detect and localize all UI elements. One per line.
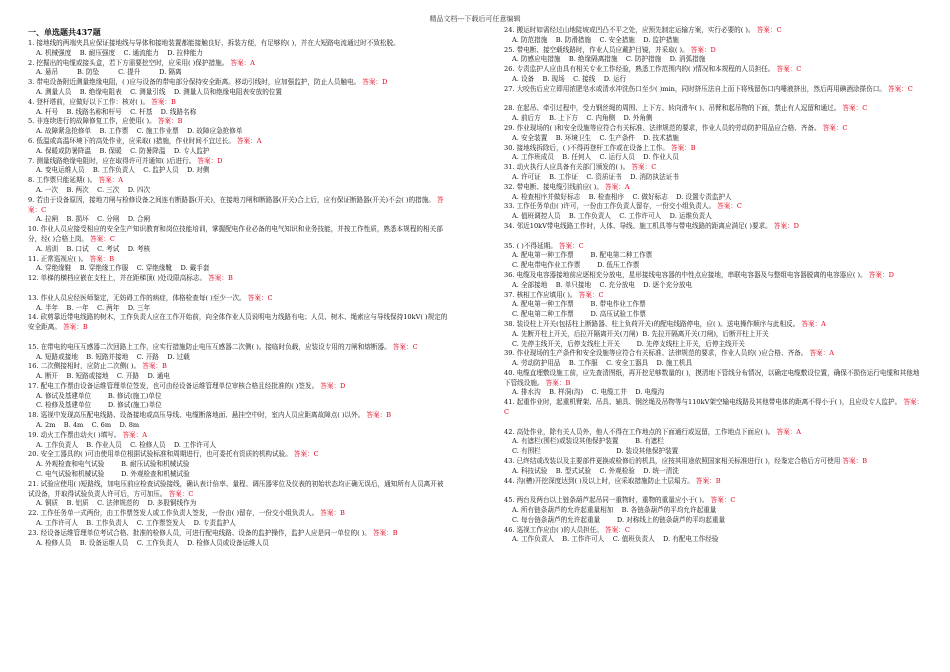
question-stem: 19. 动火工作票由动火( )填写。: [28, 430, 123, 439]
question-stem: 11. 正常巡视应( )。: [28, 254, 90, 263]
answer-options: A. 一次 B. 两次 C. 三次 D. 四次: [36, 185, 151, 194]
answer-label: 答案：A: [98, 176, 124, 185]
answer-options: A. 安全装置 B. 环境卫生 C. 生产条件 D. 技术措施: [512, 133, 679, 142]
answer-options: [512, 232, 924, 242]
question-stem: 37. 核相工作应填用( )。: [504, 290, 579, 299]
answer-options: A. 配电第一种工作票 B. 配电第二种工作票: [512, 251, 653, 260]
left-column: [28, 26, 448, 666]
answer-options: A. 断开 B. 短路或接地 C. 开路 D. 通电: [36, 372, 170, 381]
question-stem: 20. 安全工器具的( )可由使用单位根据试验标准和周期进行，也可委托有资质的机构试验。: [28, 450, 294, 459]
answer-label: 答案：B: [366, 411, 392, 420]
answer-options: A. 防范措施 B. 防滑措施 C. 安全措施 D. 监护措施: [512, 35, 679, 44]
answer-options: A. 前后方 B. 上下方 C. 内角侧 D. 外角侧: [512, 114, 653, 123]
answer-options: A. 拉闸 B. 损坏 C. 分闸 D. 合闸: [36, 215, 151, 224]
question-text: [504, 85, 924, 95]
question-stem: 18. 巡视中发现高压配电线路、设备接地或高压导线、电缆断落地面、悬挂空中时，室内人员应距离故障点( )以外。: [28, 411, 367, 420]
question-text: [504, 398, 924, 418]
question-stem: 44. 沟(槽)开挖深度达到( )及以上时，应采取措施防止土层塌方。: [504, 476, 696, 485]
answer-label: 答案：C: [168, 489, 194, 498]
question-text: [504, 65, 924, 75]
answer-label: 答案：C: [776, 65, 802, 74]
question-stem: 25. 带电断、接空载线路时，作业人员应戴护目镜，并采取( )。: [504, 45, 691, 54]
question-stem: 4. 登杆塔前，应做好以下工作：核对( )。: [28, 97, 152, 106]
question-text: [28, 382, 448, 392]
question-text: [28, 176, 448, 186]
question-stem: 10. 作业人员应接受相应的安全生产知识教育和岗位技能培训，掌握配电作业必备的电气知识和业务技能，并按工作性质，熟悉本规程的相关部分，经( )合格上岗。: [28, 225, 443, 243]
question-stem: 46. 巡视工作应由( )的人员担任。: [504, 525, 606, 534]
answer-label: 答案：D: [320, 381, 346, 390]
question-stem: 2. 挖掘出的电缆或接头盒，若下方需要挖空时，应采用( )保护措施。: [28, 58, 231, 67]
answer-label: 答案：C: [888, 84, 913, 93]
question-text: [504, 202, 924, 212]
answer-label: 答案：C: [578, 290, 604, 299]
answer-options: A. 测量人员 B. 绝缘电阻表 C. 测量引线 D. 测量人员和绝缘电阻表安放的位置: [36, 87, 283, 96]
question-stem: 33. 工作任务单由( )许可，一份由工作负责人留存，一份交小组负责人。: [504, 202, 718, 211]
answer-options: A. 工作负责人 B. 作业人员 C. 检修人员 D. 工作许可人: [36, 440, 217, 449]
question-text: [504, 320, 924, 330]
question-stem: 17. 配电工作票由设备运维管理单位签发，也可由经设备运维管理单位审核合格且经批准的( )签发。: [28, 381, 321, 390]
question-text: [28, 274, 448, 284]
answer-options: A. 值班调控人员 B. 工作负责人 C. 工作许可人 D. 运维负责人: [512, 212, 712, 221]
question-stem: 45. 两台及两台以上链条葫芦起吊同一重物时，重物的重量应小于( )。: [504, 496, 711, 505]
question-text: [28, 255, 448, 265]
answer-label: 答案：B: [151, 97, 176, 106]
question-text: [28, 225, 448, 245]
answer-label: 答案：A: [605, 182, 630, 191]
question-text: [504, 271, 924, 281]
answer-label: 答案：B: [142, 362, 167, 371]
question-stem: 29. 作业现场的( )和安全设施等应符合有关标准、法律规范的要求，作业人员的劳动防护用品应合格、齐备。: [504, 123, 823, 132]
answer-options: A. 修试及基建单位 B. 修试(施工)单位: [36, 391, 162, 400]
question-text: [28, 78, 448, 88]
answer-options: [36, 284, 448, 294]
answer-options: A. 有遮栏(围栏)或装设其他保护装置 B. 有遮栏: [512, 437, 664, 446]
question-stem: 23. 经设备运维管理单位考试合格、批准的检修人员，可进行配电线路、设备的监护操作，监护人应是同一单位的( )。: [28, 528, 374, 537]
answer-label: 答案：B: [545, 378, 571, 387]
answer-label: 答案：C: [28, 195, 444, 214]
answer-options: A. 变电运维人员 B. 工作负责人 C. 监护人员 D. 对侧: [36, 166, 210, 175]
question-text: [504, 104, 924, 114]
question-text: [28, 411, 448, 421]
question-text: [504, 144, 924, 154]
answer-label: 答案：B: [670, 143, 696, 152]
question-text: [28, 431, 448, 441]
answer-label: 答案：A: [809, 349, 834, 358]
answer-options: A. 劳动防护用品 B. 工作服 C. 安全工器具 D. 施工机具: [512, 359, 693, 368]
answer-options: [512, 486, 924, 496]
question-stem: 12. 单梯的横档应嵌在支柱上，并在距梯顶( )处设限高标志。: [28, 274, 209, 283]
answer-options: A. 保暖或防暑降温 B. 保暖 C. 防暑降温 D. 专人监护: [36, 146, 210, 155]
answer-label: 答案：C: [756, 26, 782, 34]
answer-label: 答案：B: [63, 323, 88, 332]
question-stem: 26. 专责监护人应由具有相关专业工作经验，熟悉工作范围内的( )情况和本规程的人员担任。: [504, 65, 777, 74]
question-list-right: [504, 26, 924, 545]
question-stem: 5. 非连续进行的故障修复工作，应使用( )。: [28, 117, 158, 126]
answer-options: A. 科技试验 B. 型式试验 C. 外观检验 D. 统一清洗: [512, 466, 679, 475]
question-stem: 39. 作业现场的生产条件和安全设施等应符合有关标准、法律规范的要求，作业人员的( )应合格、齐备。: [504, 349, 810, 358]
answer-label: 答案：C: [842, 104, 868, 113]
question-text: [28, 98, 448, 108]
answer-label: 答案：C: [504, 398, 924, 417]
question-text: [504, 26, 924, 36]
answer-label: 答案：C: [90, 234, 115, 243]
question-stem: 34. 邻近10kV带电线路工作时，人体、导线、施工机具等与带电线路的距离应满足( )要求。: [504, 221, 774, 230]
question-text: [28, 39, 448, 49]
answer-label: 答案：C: [822, 123, 848, 132]
answer-label: 答案：D: [868, 270, 894, 279]
answer-options: C. 有围栏 D. 装设其他保护装置: [512, 447, 679, 456]
question-text: [28, 196, 448, 216]
answer-options: A. 2m B. 4m C. 6m D. 8m: [36, 421, 140, 430]
answer-options: A. 检修人员 B. 设备运维人员 C. 工作负责人 D. 检修人员或设备运维人员: [36, 538, 269, 547]
answer-label: 答案：B: [842, 457, 868, 466]
answer-options: A. 工作班成员 B. 任何人 C. 运行人员 D. 作业人员: [512, 153, 679, 162]
question-stem: 30. 接地线拆除后，( )不得再登杆工作或在设备上工作。: [504, 143, 671, 152]
right-column: [504, 26, 924, 666]
question-text: [28, 59, 448, 69]
answer-label: 答案：B: [208, 274, 233, 283]
answer-label: 答案：A: [801, 319, 826, 328]
question-stem: 40. 电缆直埋敷设施工前，应先查清图纸，再开挖足够数量的( )，摸清地下管线分布情况，以确定电缆敷设位置，确保不损伤运行电缆和其他地下管线设施。: [504, 368, 920, 387]
question-text: [504, 163, 924, 173]
answer-label: 答案：A: [236, 136, 262, 145]
answer-label: 答案：A: [776, 427, 802, 436]
question-text: [504, 183, 924, 193]
answer-options: A. 检查相序并做好标志 B. 检查相序 C. 做好标志 D. 设置专责监护人: [512, 192, 732, 201]
question-stem: 1. 接地线的两端夹具应保证接地线与导体和接地装置都能接触良好、拆装方便，有足够的( )，并在大短路电流通过时不致松脱。: [28, 39, 400, 47]
question-text: [504, 496, 924, 506]
question-text: [504, 291, 924, 301]
question-stem: 31. 动火执行人应具备有关部门颁发的( )。: [504, 163, 632, 172]
answer-label: 答案：C: [717, 202, 742, 211]
question-stem: 41. 起重作业时，起重机臂架、吊具、辅具、钢丝绳及吊物等与110kV架空输电线路及其他带电体的距离不得小于( )，且应设专人监护。: [504, 398, 904, 407]
answer-options: A. 工作负责人 B. 工作许可人 C. 值班负责人 D. 有配电工作经验: [512, 535, 719, 544]
question-text: [28, 343, 448, 353]
answer-label: 答案：D: [773, 221, 799, 230]
question-stem: 36. 电缆及电容器接地前应逐相充分放电，星形接线电容器的中性点应接地，串联电容器及与整组电容器脱离的电容器应( )。: [504, 270, 869, 279]
question-stem: 21. 试验应使用( )短路线，加电压前应检查试验接线，确认表计倍率、量程、调压器零位及仪表的初始状态均正确无误后，通知所有人员离开被试设备，并取得试验负责人许可后，方可加压。: [28, 479, 444, 498]
question-stem: 28. 在起吊、牵引过程中，受力钢丝绳的周围、上下方、转向滑车( )、吊臂和起吊物的下面，禁止有人逗留和通过。: [504, 104, 843, 113]
answer-options: A. 许可证 B. 工作证 C. 资质证书 D. 消防执法证书: [512, 172, 679, 181]
answer-label: 答案：C: [631, 163, 657, 172]
question-text: [504, 46, 924, 56]
answer-label: 答案：C: [293, 450, 319, 459]
question-text: [504, 242, 924, 252]
answer-options: C. 先停主线开关，后停支线柱上开关 D. 先停支线柱上开关，后停主线开关: [512, 339, 745, 348]
question-text: [504, 457, 924, 467]
answer-label: 答案：C: [558, 241, 584, 250]
answer-options: A. 先断开柱上开关，后拉开隔离开关(刀闸) B. 先拉开隔离开关(刀闸)，后断开柱上开关: [512, 329, 769, 338]
answer-options: A. 全部接地 B. 单只接地 C. 充分放电 D. 逐个充分放电: [512, 280, 693, 289]
question-text: [28, 137, 448, 147]
answer-options: A. 穿绝缘鞋 B. 穿绝缘工作服 C. 穿绝缘靴 D. 戴手套: [36, 264, 210, 273]
answer-label: 答案：B: [373, 528, 398, 537]
answer-options: C. 检修及基建单位 D. 修试(施工)单位: [36, 401, 162, 410]
question-stem: 15. 在带电的电压互感器二次回路上工作，应实行措施防止电压互感器二次侧( )。接临时负载，应装设专用的刀闸和熔断器。: [28, 342, 393, 351]
question-stem: 14. 砍剪靠近带电线路的树木，工作负责人应在工作开始前，向全体作业人员说明电力线路有电；人员、树木、绳索应与导线保持10kV( )规定的安全距离。: [28, 313, 448, 332]
question-stem: 24. 搬运时如需经过山地陡坡或凹凸不平之处，应预先制定运输方案，实行必要的( )。: [504, 26, 757, 34]
answer-options: [36, 333, 448, 343]
question-text: [28, 362, 448, 372]
question-text: [504, 222, 924, 232]
question-text: [28, 509, 448, 519]
question-stem: 13. 作业人员应经医师鉴定，无妨碍工作的病症，体格检查每( )至少一次。: [28, 293, 248, 302]
page-header: 精品文档---下载后可任意编辑: [429, 15, 521, 23]
question-text: [504, 477, 924, 487]
answer-label: 答案：D: [197, 156, 223, 165]
answer-options: C. 配电带电作业工作票 D. 低压工作票: [512, 261, 640, 270]
question-text: [504, 428, 924, 438]
answer-options: A. 所有链条葫芦的允许起重量相加 B. 各链条葫芦的平均允许起重量: [512, 506, 717, 515]
question-text: [504, 369, 924, 389]
question-text: [28, 480, 448, 500]
answer-options: A. 防感应电措施 B. 绝缘隔离措施 C. 防护措施 D. 消弧措施: [512, 55, 706, 64]
question-stem: 3. 带电设备附近测量绝缘电阻，( )应与设备的带电部分保持安全距离。移动引线时，应加强监护，防止人员触电。: [28, 78, 363, 87]
question-text: [28, 294, 448, 304]
question-stem: 43. 已终结或改装以及主要部件更换或检修后的机具，应按其用途依照国家相关标准进行( )，经鉴定合格后方可使用: [504, 457, 843, 466]
answer-options: C. 每台链条葫芦的允许起重量 D. 对称线上的链条葫芦的平均起重量: [512, 515, 726, 524]
answer-options: C. 配电第二种工作票 D. 高压试验工作票: [512, 310, 646, 319]
answer-label: 答案：D: [362, 78, 388, 87]
answer-options: A. 培训 B. 口试 C. 考试 D. 考核: [36, 244, 151, 253]
answer-options: A. 排水沟 B. 样洞(沟) C. 电缆工井 D. 电缆沟: [512, 388, 665, 397]
question-text: [28, 117, 448, 127]
answer-options: A. 机械强度 B. 耐压强度 C. 通流能力 D. 拉伸能力: [36, 48, 203, 57]
answer-label: 答案：B: [695, 476, 721, 485]
answer-label: 答案：A: [122, 430, 147, 439]
question-stem: 7. 测量线路绝缘电阻时，应在取得许可并通知( )后进行。: [28, 156, 198, 165]
answer-label: 答案：C: [710, 496, 736, 505]
answer-options: C. 电气试验和机械试验 D. 外观检查和机械试验: [36, 470, 190, 479]
question-stem: 42. 高处作业，除有关人员外，他人不得在工作地点的下面通行或逗留，工作地点下面应( )。: [504, 427, 777, 436]
answer-options: A. 设备 B. 现场 C. 接线 D. 运行: [512, 74, 627, 83]
question-stem: 9. 若由于设备原因，接地刀闸与检修设备之间连有断路器(开关)，在接地刀闸和断路器(开关)合上后，应有保证断路器(开关)不会( )的措施。: [28, 195, 437, 204]
question-text: [28, 450, 448, 460]
answer-label: 答案：A: [230, 58, 255, 67]
answer-options: A. 工作许可人 B. 工作负责人 C. 工作票签发人 D. 专责监护人: [36, 519, 236, 528]
answer-options: A. 铜质 B. 铝质 C. 法律规范的 D. 多股铜线作为: [36, 499, 197, 508]
question-stem: 27. 大咬伤后应立即用浓肥皂水或清水冲洗伤口至少( )min，同时挤压法自上而下将残留伤口内唾液挤出，然后再用碘酒涂搽伤口。: [504, 84, 888, 93]
answer-options: A. 悬吊 B. 防坠 C. 提升 D. 隔离: [36, 68, 182, 77]
question-text: [504, 124, 924, 134]
question-text: [504, 526, 924, 536]
question-stem: 22. 工作任务单一式两份，由工作票签发人或工作负责人签发，一份由( )留存，一份交小组负责人。: [28, 509, 321, 518]
answer-options: A. 配电第一种工作票 B. 带电作业工作票: [512, 300, 646, 309]
answer-label: 答案：C: [605, 525, 630, 534]
question-text: [504, 349, 924, 359]
question-stem: 16. 二次侧接相时，应防止二次侧( )。: [28, 362, 143, 371]
question-stem: 32. 带电断、接电缆引线前应( )。: [504, 182, 606, 191]
answer-options: [512, 418, 924, 428]
answer-label: 答案：C: [247, 293, 273, 302]
answer-label: 答案：C: [392, 342, 418, 351]
question-stem: 8. 工作票只能延期( )。: [28, 176, 99, 185]
answer-options: A. 杆号 B. 线路名称和杆号 C. 杆基 D. 线路名称: [36, 107, 197, 116]
answer-options: A. 半年 B. 一年 C. 两年 D. 三年: [36, 303, 151, 312]
question-list-left: [28, 39, 448, 548]
question-stem: 35. ( )不得延期。: [504, 241, 559, 250]
answer-options: A. 短路或接地 B. 短路并接地 C. 开路 D. 过载: [36, 352, 190, 361]
answer-label: 答案：B: [89, 254, 115, 263]
answer-options: A. 故障紧急抢修单 B. 工作票 C. 施工作业票 D. 故障应急抢修单: [36, 127, 243, 136]
section-title: 一、单选题共437题: [28, 27, 101, 37]
question-text: [28, 313, 448, 333]
answer-options: A. 外观检查和电气试验 B. 耐压试验和机械试验: [36, 460, 190, 469]
answer-label: 答案：B: [157, 117, 183, 126]
answer-options: [512, 95, 924, 105]
question-text: [28, 157, 448, 167]
question-text: [28, 529, 448, 539]
question-stem: 6. 低温或高温环境下的高处作业，应采取( )措施，作业时间不宜过长。: [28, 136, 237, 145]
answer-label: 答案：D: [690, 45, 716, 54]
question-stem: 38. 装设柱上开关(包括柱上断路器、柱上负荷开关)的配电线路停电，应( )。送电操作顺序与此相反。: [504, 319, 802, 328]
answer-label: 答案：B: [320, 509, 345, 518]
